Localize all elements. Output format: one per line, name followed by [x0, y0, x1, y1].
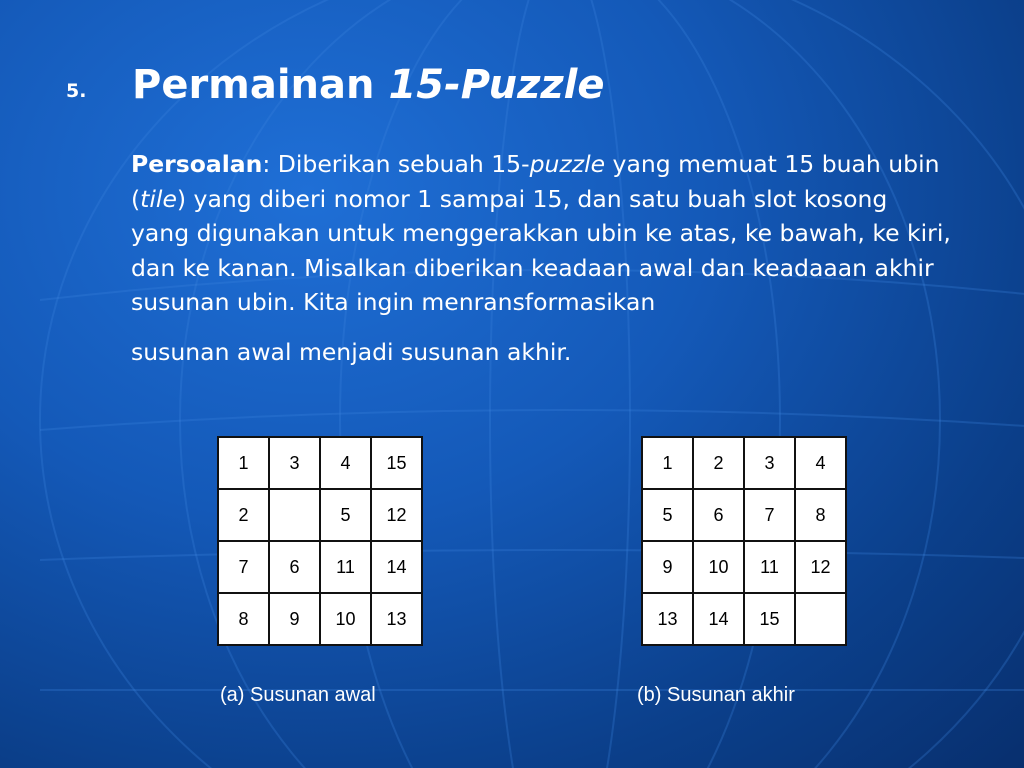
- tile: 13: [642, 593, 693, 645]
- tile: 15: [371, 437, 422, 489]
- tile: 3: [744, 437, 795, 489]
- tile: 10: [693, 541, 744, 593]
- slide-number: 5.: [66, 80, 87, 102]
- tile: 6: [269, 541, 320, 593]
- caption-initial: (a) Susunan awal: [220, 684, 376, 706]
- caption-goal: (b) Susunan akhir: [637, 684, 795, 706]
- grid-row: [642, 593, 846, 645]
- problem-label: Persoalan: [131, 150, 263, 178]
- grid-row: [218, 437, 422, 489]
- empty-slot: [795, 593, 846, 645]
- tile: 5: [320, 489, 371, 541]
- tile: 10: [320, 593, 371, 645]
- tile: 14: [693, 593, 744, 645]
- tile: 2: [218, 489, 269, 541]
- puzzle-initial-grid: [217, 436, 423, 646]
- problem-description: [131, 147, 951, 369]
- problem-last-line: susunan awal menjadi susunan akhir.: [131, 337, 572, 366]
- tile: 9: [642, 541, 693, 593]
- tile: 13: [371, 593, 422, 645]
- grid-row: [218, 489, 422, 541]
- title-italic: 15-Puzzle: [388, 62, 605, 108]
- tile: 11: [320, 541, 371, 593]
- grid-row: [642, 489, 846, 541]
- tile: 4: [795, 437, 846, 489]
- body-italic-tile: tile: [140, 184, 177, 213]
- puzzle-goal-grid: [641, 436, 847, 646]
- tile: 3: [269, 437, 320, 489]
- tile: 1: [218, 437, 269, 489]
- body-text-2: yang memuat 15 buah ubin (: [131, 150, 940, 213]
- tile: 9: [269, 593, 320, 645]
- tile: 12: [795, 541, 846, 593]
- grid-row: [642, 437, 846, 489]
- grid-row: [642, 541, 846, 593]
- tile: 5: [642, 489, 693, 541]
- body-italic-puzzle: puzzle: [529, 150, 606, 178]
- body-text-3: ) yang diberi nomor 1 sampai 15, dan satu buah slot kosong yang digunakan untuk menggerakkan ubin ke atas, ke bawah, ke kiri, dan ke kanan. Misalkan diberikan keadaan awal dan keadaaan akhir susunan ubin. Kita ingin menransformasikan: [131, 184, 951, 316]
- empty-slot: [269, 489, 320, 541]
- tile: 6: [693, 489, 744, 541]
- tile: 7: [744, 489, 795, 541]
- grid-row: [218, 541, 422, 593]
- tile: 8: [218, 593, 269, 645]
- tile: 4: [320, 437, 371, 489]
- slide-title: [132, 62, 604, 108]
- tile: 1: [642, 437, 693, 489]
- tile: 8: [795, 489, 846, 541]
- tile: 12: [371, 489, 422, 541]
- tile: 2: [693, 437, 744, 489]
- grid-row: [218, 593, 422, 645]
- tile: 11: [744, 541, 795, 593]
- problem-paragraph: [131, 147, 951, 320]
- tile: 7: [218, 541, 269, 593]
- tile: 14: [371, 541, 422, 593]
- title-plain: Permainan: [132, 62, 389, 108]
- body-text-1: : Diberikan sebuah 15-: [262, 150, 530, 178]
- tile: 15: [744, 593, 795, 645]
